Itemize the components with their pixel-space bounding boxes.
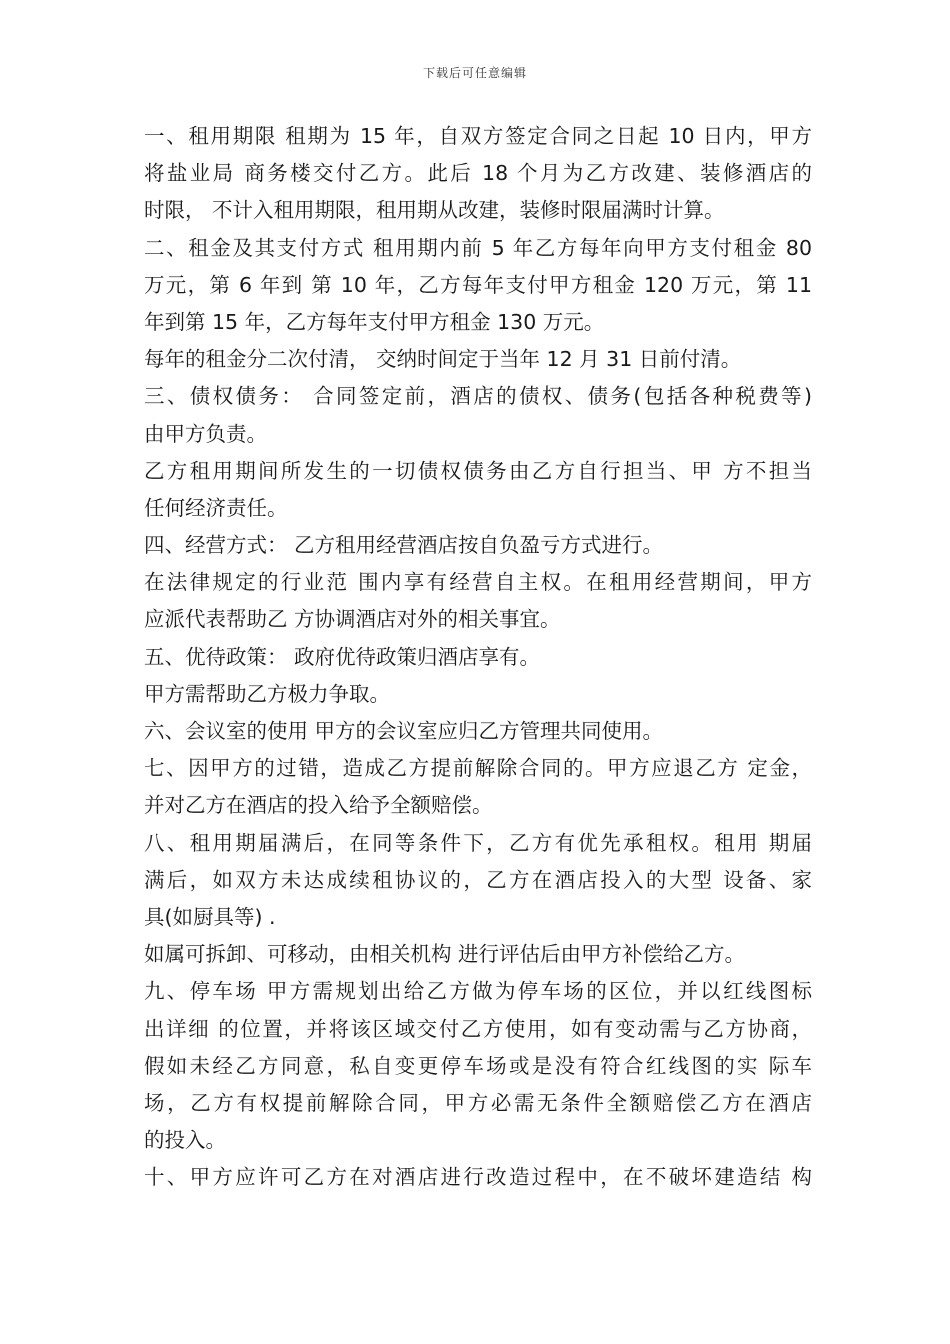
- text-line: 应派代表帮助乙 方协调酒店对外的相关事宜。: [144, 607, 561, 632]
- text-line: 并对乙方在酒店的投入给予全额赔偿。: [144, 793, 493, 818]
- contract-body: [144, 118, 812, 1196]
- text-line: 万元，第 6 年到 第 10 年，乙方每年支付甲方租金 120 万元，第 11: [144, 272, 812, 297]
- text-line: 满后，如双方未达成续租协议的，乙方在酒店投入的大型 设备、家: [144, 867, 812, 892]
- text-line: 如属可拆卸、可移动，由相关机构 进行评估后由甲方补偿给乙方。: [144, 942, 746, 967]
- text-line: 六、会议室的使用 甲方的会议室应归乙方管理共同使用。: [144, 719, 664, 743]
- text-line: 任何经济责任。: [144, 495, 288, 520]
- text-line: 年到第 15 年，乙方每年支付甲方租金 130 万元。: [144, 309, 605, 334]
- text-line: 在法律规定的行业范 围内享有经营自主权。在租用经营期间，甲方: [144, 570, 812, 595]
- text-line: 十、甲方应许可乙方在对酒店进行改造过程中，在不破坏建造结 构: [144, 1165, 812, 1190]
- text-line: 出详细 的位置，并将该区域交付乙方使用，如有变动需与乙方协商，: [144, 1016, 812, 1041]
- text-line: 一、租用期限 租期为 15 年，自双方签定合同之日起 10 日内，甲方: [144, 124, 812, 148]
- text-line: 八、租用期届满后，在同等条件下，乙方有优先承租权。租用 期届: [144, 830, 812, 855]
- text-line: 五、优待政策： 政府优待政策归酒店享有。: [144, 644, 541, 669]
- text-line: 场，乙方有权提前解除合同，甲方必需无条件全额赔偿乙方在酒店: [144, 1090, 812, 1115]
- text-line: 四、经营方式： 乙方租用经营酒店按自负盈亏方式进行。: [144, 533, 664, 558]
- text-line: 甲方需帮助乙方极力争取。: [144, 681, 390, 706]
- text-line: 的投入。: [144, 1128, 226, 1153]
- page-header: 下载后可任意编辑: [422, 66, 527, 80]
- text-line: 假如未经乙方同意，私自变更停车场或是没有符合红线图的实 际车: [144, 1053, 812, 1078]
- text-line: 二、租金及其支付方式 租用期内前 5 年乙方每年向甲方支付租金 80: [144, 235, 812, 260]
- text-line: 每年的租金分二次付清， 交纳时间定于当年 12 月 31 日前付清。: [144, 347, 742, 372]
- text-line: 七、因甲方的过错，造成乙方提前解除合同的。甲方应退乙方 定金，: [144, 756, 812, 781]
- text-line: 时限， 不计入租用期限，租用期从改建，装修时限届满时计算。: [144, 198, 725, 223]
- text-line: 具(如厨具等) .: [144, 904, 276, 929]
- text-line: 由甲方负责。: [144, 421, 267, 446]
- text-line: 三、债权债务： 合同签定前，酒店的债权、债务(包括各种税费等): [144, 384, 812, 409]
- text-line: 九、停车场 甲方需规划出给乙方做为停车场的区位，并以红线图标: [144, 979, 812, 1004]
- text-line: 将盐业局 商务楼交付乙方。此后 18 个月为乙方改建、装修酒店的: [144, 161, 812, 186]
- text-line: 乙方租用期间所发生的一切债权债务由乙方自行担当、甲 方不担当: [144, 458, 812, 483]
